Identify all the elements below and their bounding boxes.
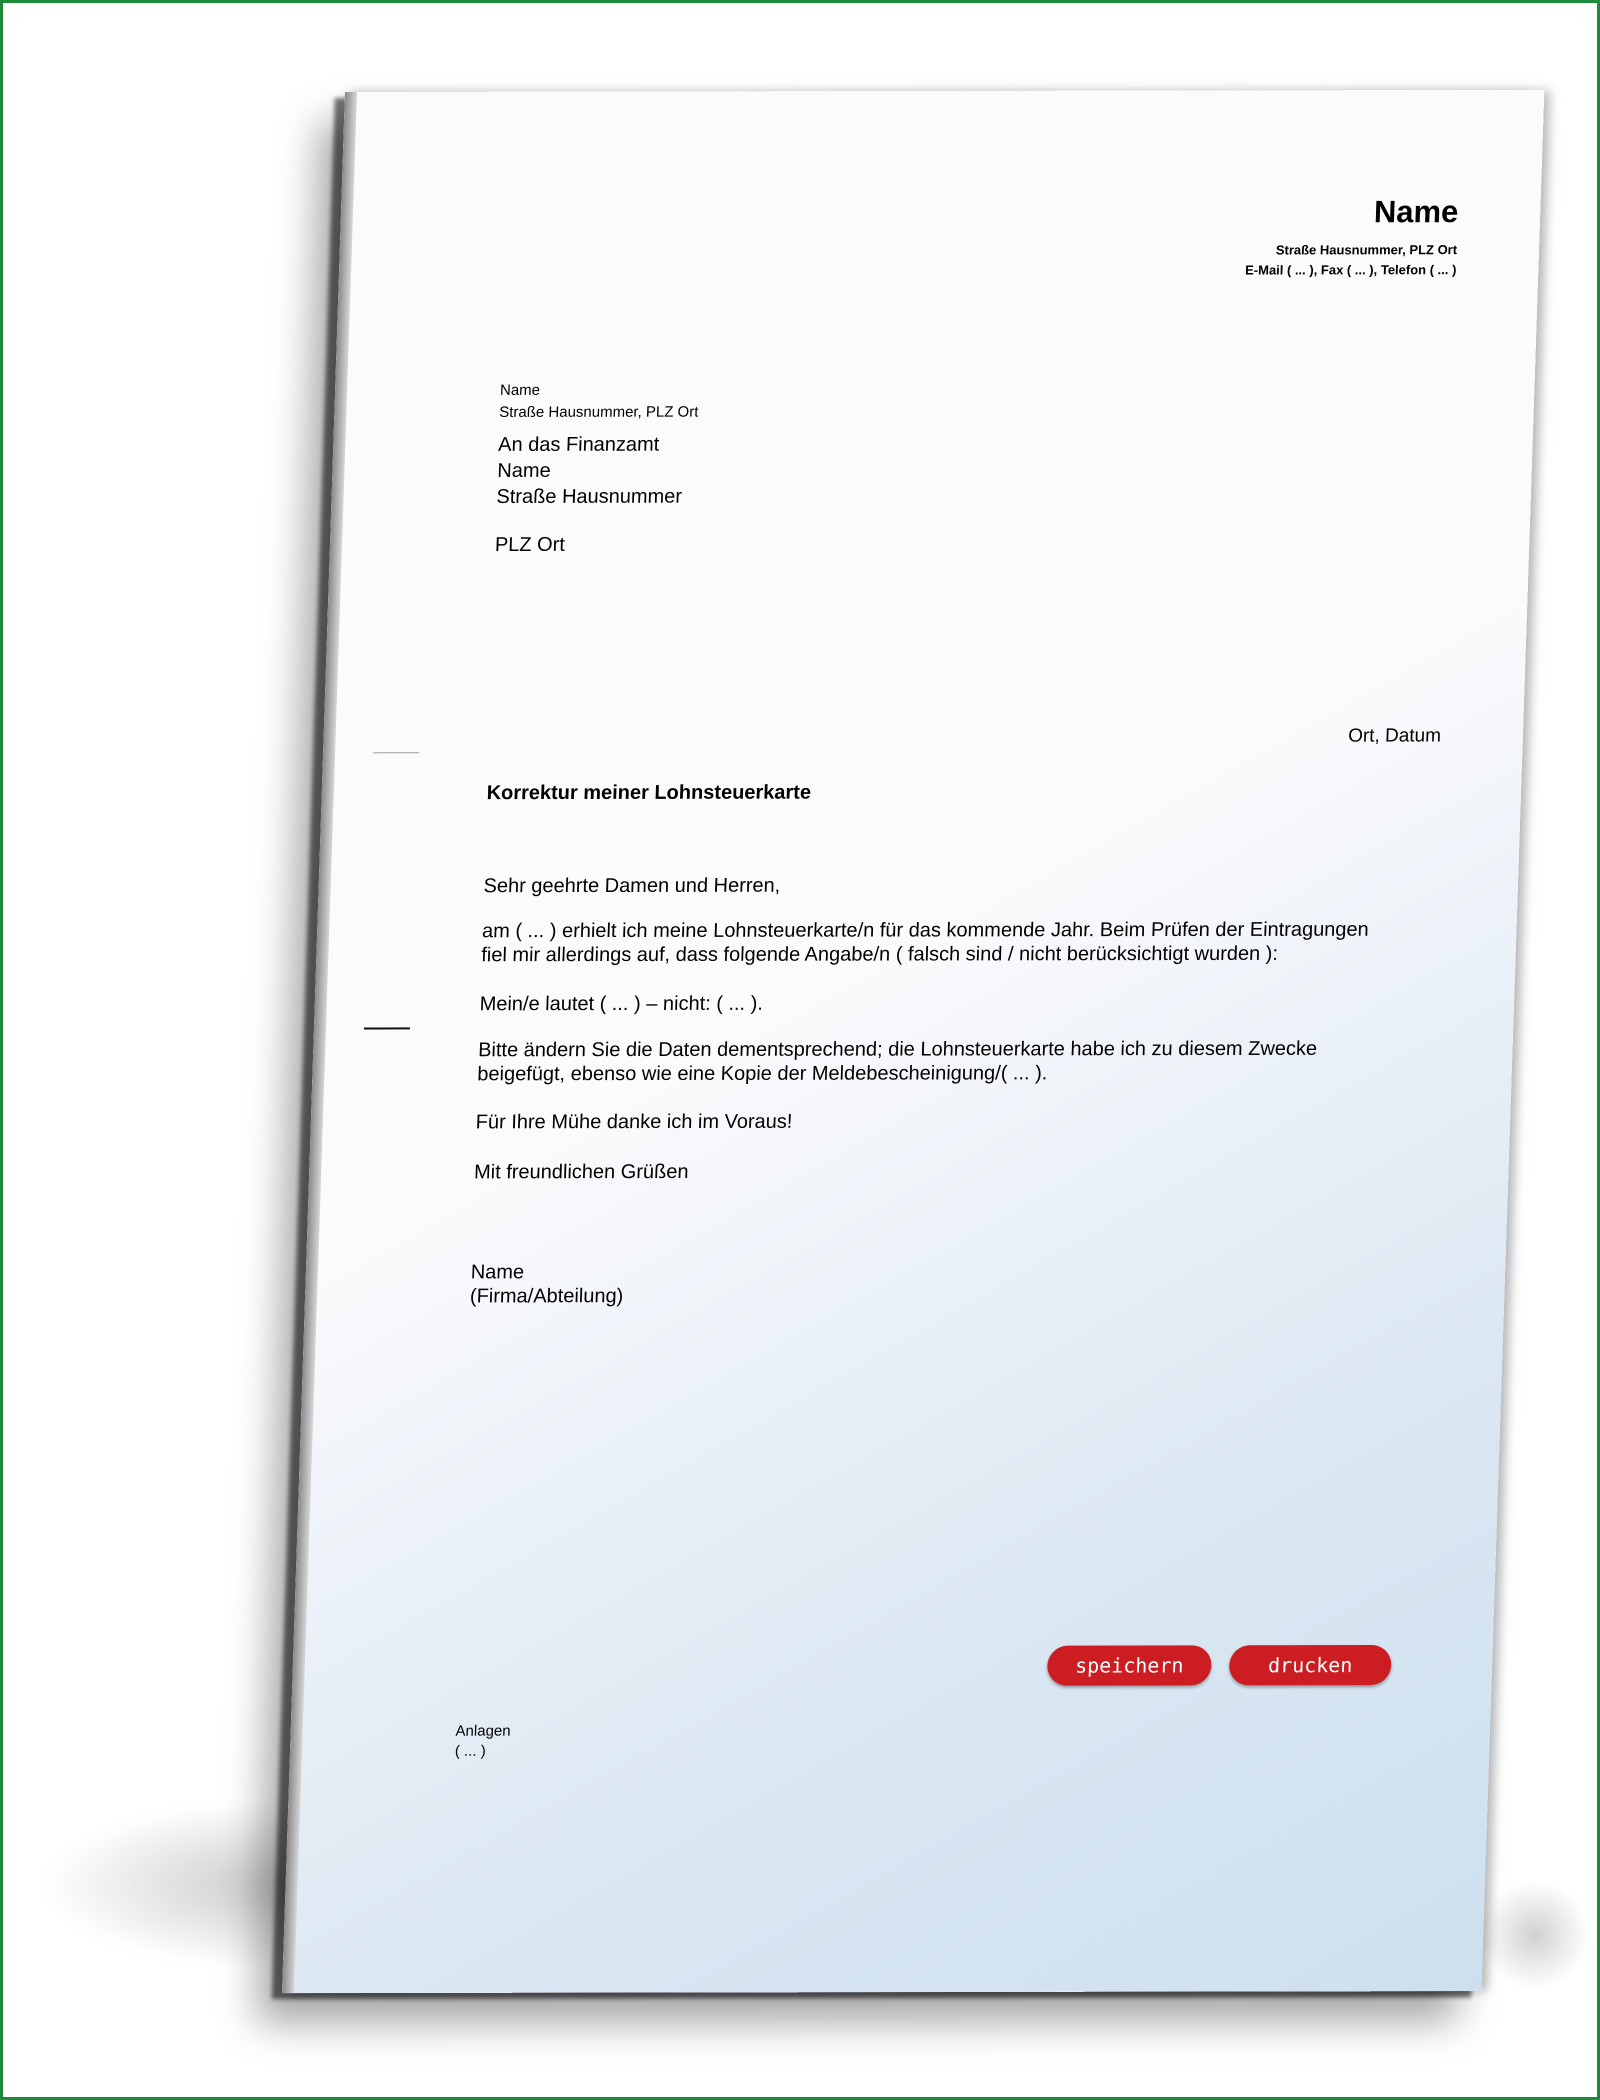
paragraph-2: Mein/e lautet ( ... ) – nicht: ( ... ).	[479, 992, 764, 1016]
date-line: Ort, Datum	[1347, 725, 1442, 747]
paragraph-1-line-1: am ( ... ) erhielt ich meine Lohnsteuerkarte/n für das kommende Jahr. Beim Prüfen der Eintragungen	[481, 918, 1370, 943]
page-floor-shadow-right	[1480, 1880, 1590, 1990]
attachments-label: Anlagen	[455, 1722, 511, 1740]
punch-mark	[364, 1027, 410, 1029]
paragraph-1-line-2: fiel mir allerdings auf, dass folgende Angabe/n ( falsch sind / nicht berücksichtigt wurden ):	[480, 942, 1279, 967]
closing: Mit freundlichen Grüßen	[473, 1160, 689, 1184]
recipient-line-4: PLZ Ort	[494, 533, 566, 556]
signature-name: Name	[470, 1261, 525, 1284]
paragraph-3-line-1: Bitte ändern Sie die Daten dementsprechend; die Lohnsteuerkarte habe ich zu diesem Zwecke	[477, 1037, 1318, 1062]
signature-company: (Firma/Abteilung)	[469, 1285, 624, 1308]
print-button[interactable]: drucken	[1229, 1645, 1392, 1685]
letter-subject: Korrektur meiner Lohnsteuerkarte	[486, 781, 812, 805]
salutation: Sehr geehrte Damen und Herren,	[483, 874, 781, 898]
save-button[interactable]: speichern	[1047, 1645, 1212, 1685]
sender-name: Name	[1373, 194, 1459, 230]
recipient-line-3: Straße Hausnummer	[496, 485, 683, 508]
fold-mark-top	[373, 752, 419, 753]
attachments-value: ( ... )	[454, 1742, 487, 1760]
return-address-name: Name	[499, 381, 541, 399]
paragraph-3-line-2: beigefügt, ebenso wie eine Kopie der Meldebescheinigung/( ... ).	[476, 1062, 1048, 1086]
recipient-line-1: An das Finanzamt	[497, 433, 660, 456]
recipient-line-2: Name	[496, 459, 552, 482]
return-address-street: Straße Hausnummer, PLZ Ort	[499, 403, 699, 421]
paragraph-4: Für Ihre Mühe danke ich im Voraus!	[475, 1110, 793, 1134]
letter-page	[282, 90, 1544, 1993]
sender-contact: E-Mail ( ... ), Fax ( ... ), Telefon ( ... )	[1244, 262, 1457, 278]
sender-address: Straße Hausnummer, PLZ Ort	[1275, 242, 1458, 258]
